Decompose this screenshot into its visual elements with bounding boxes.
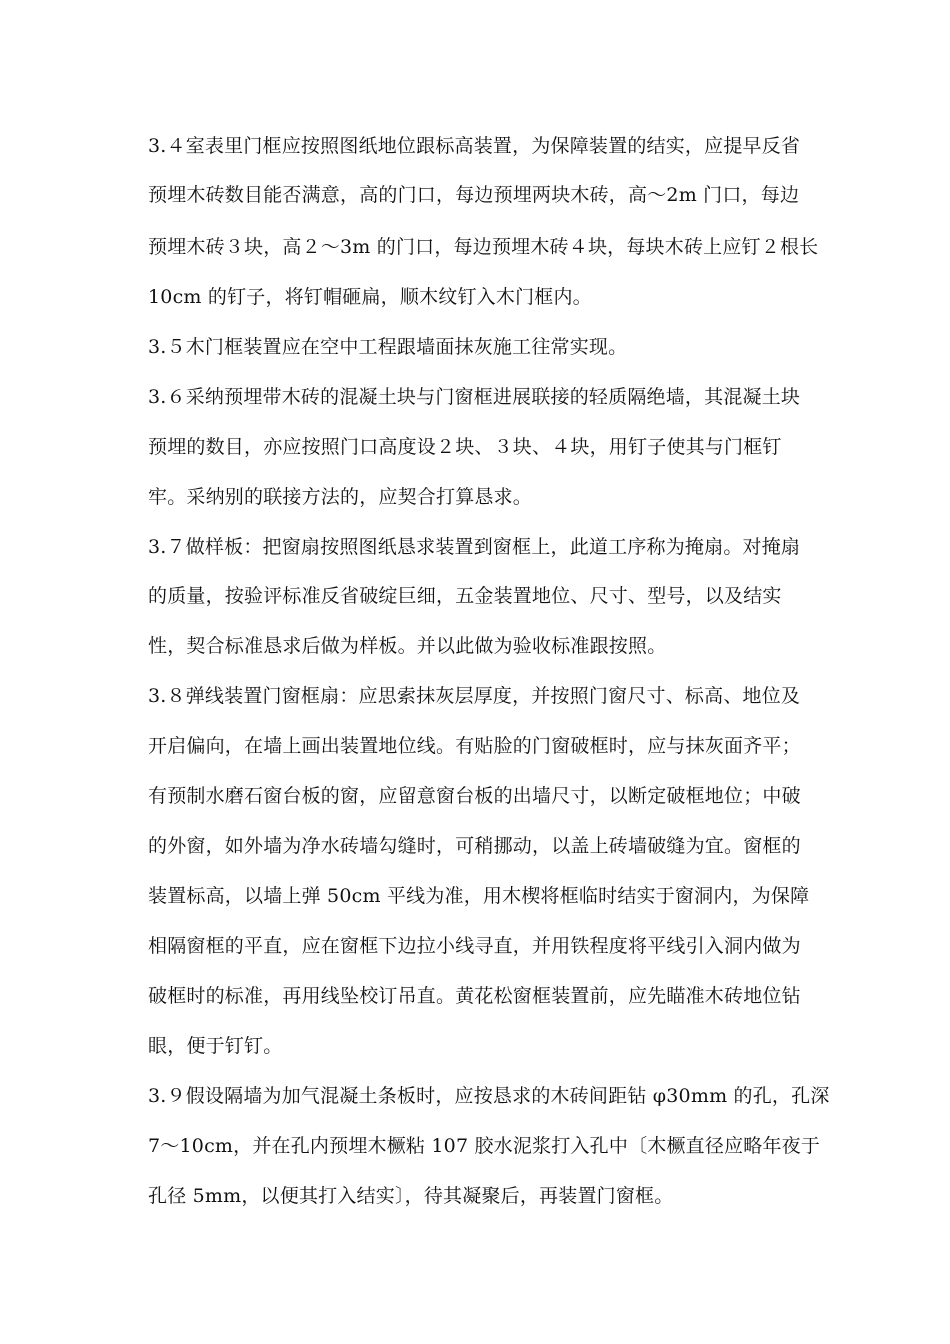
text-line: 3.６采纳预埋带木砖的混凝土块与门窗框进展联接的轻质隔绝墙，其混凝土块 <box>148 386 801 408</box>
text-line: 3.８弹线装置门窗框扇：应思索抹灰层厚度，并按照门窗尺寸、标高、地位及 <box>148 685 801 707</box>
text-line: 3.５木门框装置应在空中工程跟墙面抹灰施工往常实现。 <box>148 336 628 358</box>
text-line: 3.７做样板：把窗扇按照图纸恳求装置到窗框上，此道工序称为掩扇。对掩扇 <box>148 536 801 558</box>
text-line: 的质量，按验评标准反省破绽巨细，五金装置地位、尺寸、型号，以及结实 <box>148 585 782 607</box>
text-line: 的外窗，如外墙为净水砖墙勾缝时，可稍挪动，以盖上砖墙破缝为宜。窗框的 <box>148 835 801 857</box>
text-line: 孔径 5mm，以便其打入结实〕，待其凝聚后，再装置门窗框。 <box>148 1185 674 1207</box>
text-line: 开启偏向，在墙上画出装置地位线。有贴脸的门窗破框时，应与抹灰面齐平； <box>148 735 801 757</box>
text-line: 3.９假设隔墙为加气混凝土条板时，应按恳求的木砖间距钻 φ30mm 的孔，孔深 <box>148 1085 830 1107</box>
text-line: 有预制水磨石窗台板的窗，应留意窗台板的出墙尺寸，以断定破框地位；中破 <box>148 785 801 807</box>
text-line: 预埋木砖数目能否满意，高的门口，每边预埋两块木砖，高～2m 门口，每边 <box>148 184 800 206</box>
text-line: 性，契合标准恳求后做为样板。并以此做为验收标准跟按照。 <box>148 635 667 657</box>
text-line: 7～10cm，并在孔内预埋木橛粘 107 胶水泥浆打入孔中〔木橛直径应略年夜于 <box>148 1135 821 1157</box>
text-line: 装置标高，以墙上弹 50cm 平线为准，用木楔将框临时结实于窗洞内，为保障 <box>148 885 810 907</box>
text-line: 预埋木砖３块，高２～3m 的门口，每边预埋木砖４块，每块木砖上应钉２根长 <box>148 236 819 258</box>
text-line: 预埋的数目，亦应按照门口高度设２块、３块、４块，用钉子使其与门框钉 <box>148 436 782 458</box>
text-line: 10cm 的钉子，将钉帽砸扁，顺木纹钉入木门框内。 <box>148 286 592 308</box>
text-line: 相隔窗框的平直，应在窗框下边拉小线寻直，并用铁程度将平线引入洞内做为 <box>148 935 801 957</box>
text-line: 破框时的标准，再用线坠校订吊直。黄花松窗框装置前，应先瞄准木砖地位钻 <box>148 985 801 1007</box>
text-line: 3.４室表里门框应按照图纸地位跟标高装置，为保障装置的结实，应提早反省 <box>148 135 801 157</box>
text-line: 牢。采纳别的联接方法的，应契合打算恳求。 <box>148 486 533 508</box>
text-line: 眼，便于钉钉。 <box>148 1035 283 1057</box>
